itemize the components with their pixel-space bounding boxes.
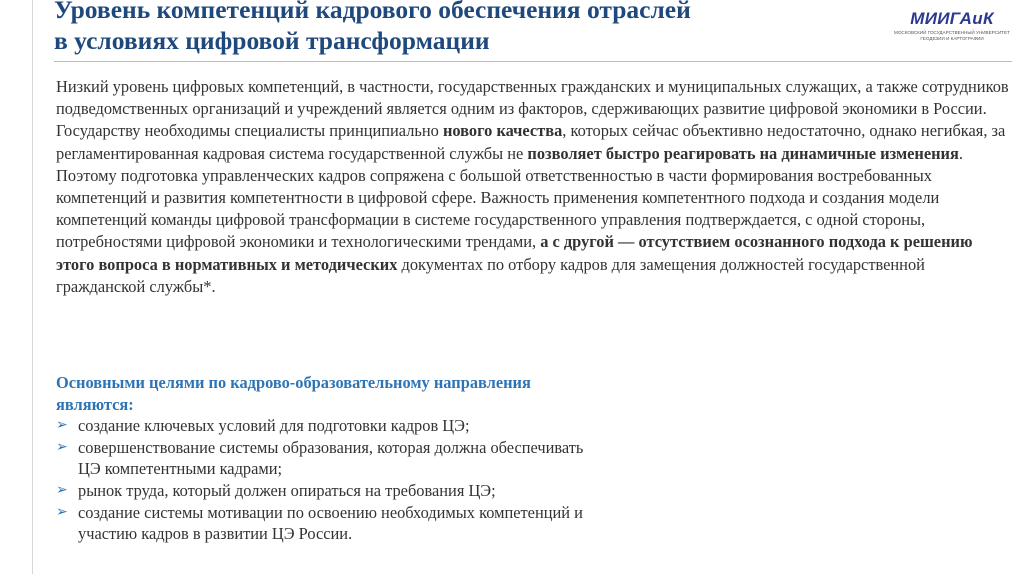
slide-title-line2: в условиях цифровой трансформации xyxy=(54,26,490,55)
arrow-bullet-icon: ➢ xyxy=(56,482,68,498)
list-item-text: создание ключевых условий для подготовки кадров ЦЭ; xyxy=(78,416,470,436)
p2-bold-2: позволяет быстро реагировать на динамичные изменения xyxy=(527,143,959,163)
list-item-text-cont: участию кадров в развитии ЦЭ России. xyxy=(78,524,353,544)
goals-section xyxy=(56,372,956,545)
p2-text-4: документах по отбору кадров для замещения должностей государственной гражданской службы*. xyxy=(56,254,925,296)
goals-list xyxy=(56,415,956,545)
body-text xyxy=(56,76,1014,298)
list-item xyxy=(56,480,956,502)
miigaik-logo xyxy=(893,10,1011,41)
arrow-bullet-icon: ➢ xyxy=(56,439,68,455)
arrow-bullet-icon: ➢ xyxy=(56,418,68,434)
list-item-text-cont: ЦЭ компетентными кадрами; xyxy=(78,459,283,479)
goals-title-line2: являются: xyxy=(56,394,134,414)
logo-name: МИИГАиК xyxy=(910,9,994,28)
p2-bold-1: нового качества xyxy=(442,121,563,141)
paragraph-2 xyxy=(56,120,1014,298)
left-border-line xyxy=(32,0,33,574)
p2-text-2: , которых сейчас объективно недостаточно, однако негибкая, за регламентированная кадровая система государственной службы не xyxy=(56,121,1006,163)
logo-subtitle: МОСКОВСКИЙ ГОСУДАРСТВЕННЫЙ УНИВЕРСИТЕТ ГЕОДЕЗИИ И КАРТОГРАФИИ xyxy=(894,30,1010,41)
list-item-text: совершенствование системы образования, которая должна обеспечивать xyxy=(78,437,584,457)
slide-title-line1: Уровень компетенций кадрового обеспечения отраслей xyxy=(54,0,691,24)
list-item-text: создание системы мотивации по освоению необходимых компетенций и xyxy=(78,502,583,522)
header-divider xyxy=(54,61,1012,62)
list-item xyxy=(56,437,956,480)
paragraph-1: Низкий уровень цифровых компетенций, в частности, государственных гражданских и муниципальных служащих, а также сотрудников подведомственных организаций и учреждений является одним из факторов, сдерживающих развитие цифровой экономики в России. xyxy=(56,77,1009,119)
goals-title-line1: Основными целями по кадрово-образовательному направления xyxy=(56,373,531,392)
p2-bold-3: а с другой — отсутствием осознанного подхода к решению этого вопроса в нормативных и методических xyxy=(56,232,973,274)
list-item xyxy=(56,502,956,545)
list-item-text: рынок труда, который должен опираться на требования ЦЭ; xyxy=(78,480,496,500)
p2-text-1: Государству необходимы специалисты принципиально xyxy=(56,121,443,141)
goals-title xyxy=(56,372,956,415)
p2-text-3: . Поэтому подготовка управленческих кадров сопряжена с большой ответственностью в части формирования востребованных компетенций и развития компетентности в цифровой сфере. Важность применения компетентного подхода и создания модели компетенций команды цифровой трансформации в системе государственного управления подтверждается, с одной стороны, потребностями цифровой экономики и технологическими трендами, xyxy=(56,143,963,252)
arrow-bullet-icon: ➢ xyxy=(56,504,68,520)
list-item xyxy=(56,415,956,437)
slide-title xyxy=(54,0,884,56)
